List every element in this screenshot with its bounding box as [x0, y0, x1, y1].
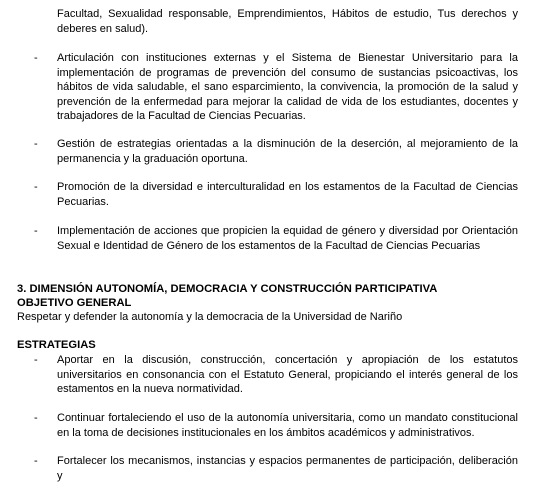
section-title: 3. DIMENSIÓN AUTONOMÍA, DEMOCRACIA Y CONSTRUCCIÓN PARTICIPATIVA: [17, 283, 438, 295]
bullet-dash: -: [34, 138, 38, 150]
strategies-heading: ESTRATEGIAS: [17, 339, 96, 351]
list-item-text: Aportar en la discusión, construcción, concertación y apropiación de los estatutos universitarios en consonancia con el Estatuto General, propiciando el interés general de los estamentos en la nueva normatividad.: [57, 354, 518, 396]
bullet-dash: -: [34, 181, 38, 193]
bullet-dash: -: [34, 455, 38, 467]
list-item-text: Implementación de acciones que propicien la equidad de género y diversidad por Orientación Sexual e Identidad de Género de los estamentos de la Facultad de Ciencias Pecuarias: [57, 225, 518, 252]
list-item-text: Promoción de la diversidad e interculturalidad en los estamentos de la Facultad de Ciencias Pecuarias.: [57, 181, 518, 208]
bullet-dash: -: [34, 225, 38, 237]
bullet-dash: -: [34, 354, 38, 366]
list-item-text: Continuar fortaleciendo el uso de la autonomía universitaria, como un mandato constitucional en la toma de decisiones institucionales en los ámbitos académicos y administrativos.: [57, 412, 518, 439]
list-item-text: Facultad, Sexualidad responsable, Emprendimientos, Hábitos de estudio, Tus derechos y deberes en salud).: [57, 8, 518, 35]
objective-text: Respetar y defender la autonomía y la democracia de la Universidad de Nariño: [17, 311, 403, 323]
list-item-text: Fortalecer los mecanismos, instancias y espacios permanentes de participación, deliberación y: [57, 455, 518, 482]
bullet-dash: -: [34, 52, 38, 64]
list-item-text: Gestión de estrategias orientadas a la disminución de la deserción, al mejoramiento de la permanencia y la graduación oportuna.: [57, 138, 518, 165]
list-item-text: Articulación con instituciones externas y el Sistema de Bienestar Universitario para la implementación de programas de prevención del consumo de sustancias psicoactivas, los hábitos de vida saludable, el sano esparcimiento, la convivencia, la promoción de la salud y prevención de la enfermedad para mejorar la calidad de vida de los estudiantes, docentes y trabajadores de la Facultad de Ciencias Pecuarias.: [57, 52, 518, 123]
objective-heading: OBJETIVO GENERAL: [17, 297, 132, 309]
bullet-dash: -: [34, 412, 38, 424]
